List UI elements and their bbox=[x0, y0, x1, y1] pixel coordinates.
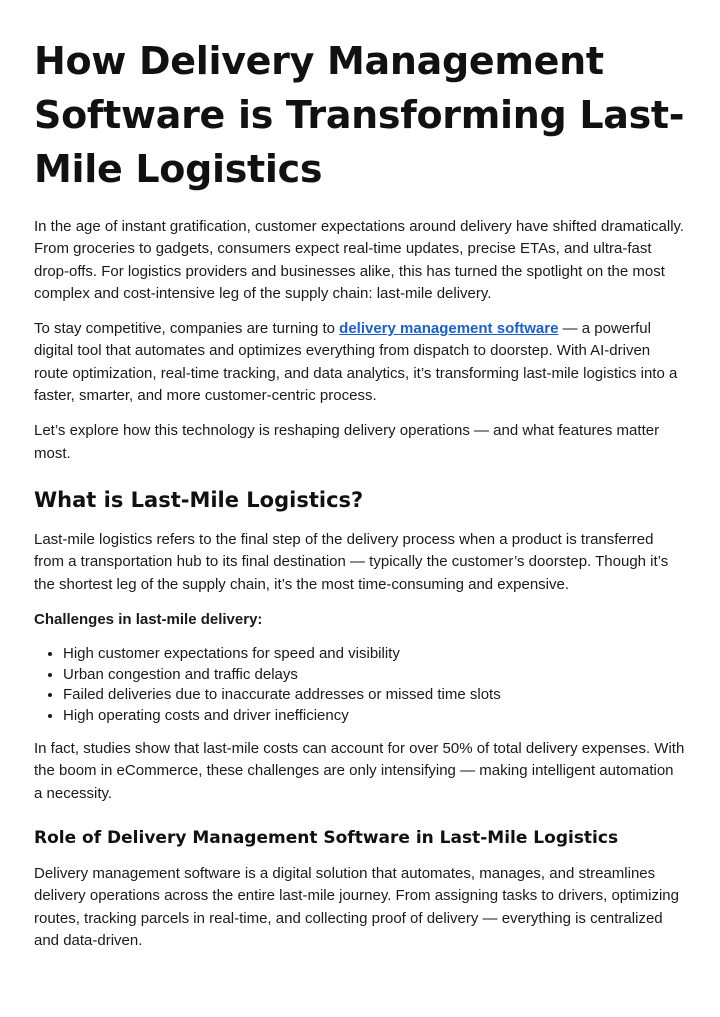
list-item: • High customer expectations for speed and visibility bbox=[63, 644, 686, 665]
list-item: • Urban congestion and traffic delays bbox=[63, 665, 686, 686]
intro-2-after: — a powerful digital tool that automates and optimizes everything from dispatch to doorstep. With AI-driven route optimization, real-time tracking, and data analytics, it’s transforming last-mile logistics into a faster, smarter, and more customer-centric process. bbox=[34, 320, 678, 405]
page-title: How Delivery Management Software is Transforming Last-Mile Logistics bbox=[34, 39, 685, 191]
challenges-list bbox=[34, 644, 686, 726]
intro-paragraph-2 bbox=[34, 318, 686, 407]
challenges-heading: Challenges in last-mile delivery: bbox=[34, 610, 263, 628]
intro-2-before: To stay competitive, companies are turning to bbox=[34, 320, 340, 338]
role-paragraph: Delivery management software is a digital solution that automates, manages, and streamlines delivery operations across the entire last-mile journey. From assigning tasks to drivers, optimizing routes, tracking parcels in real-time, and collecting proof of delivery — everything is centralized and data-driven. bbox=[34, 865, 679, 949]
section-heading-role: Role of Delivery Management Software in Last-Mile Logistics bbox=[34, 828, 619, 849]
list-item: • High operating costs and driver inefficiency bbox=[63, 706, 686, 727]
last-mile-definition: Last-mile logistics refers to the final step of the delivery process when a product is transferred from a transportation hub to its final destination — typically the customer’s doorstep. Though it’s the shortest leg of the supply chain, it’s the most time-consuming and expensive. bbox=[34, 530, 669, 593]
intro-paragraph-1: In the age of instant gratification, customer expectations around delivery have shifted dramatically. From groceries to gadgets, consumers expect real-time updates, precise ETAs, and ultra-fast drop-offs. For logistics providers and businesses alike, this has turned the spotlight on the most complex and cost-intensive leg of the supply chain: last-mile delivery. bbox=[34, 218, 685, 302]
section-heading-last-mile: What is Last-Mile Logistics? bbox=[34, 487, 364, 512]
last-mile-closing: In fact, studies show that last-mile costs can account for over 50% of total delivery expenses. With the boom in eCommerce, these challenges are only intensifying — making intelligent automation a necessity. bbox=[34, 740, 685, 802]
intro-paragraph-3: Let’s explore how this technology is reshaping delivery operations — and what features matter most. bbox=[34, 422, 660, 462]
list-item: • Failed deliveries due to inaccurate addresses or missed time slots bbox=[63, 685, 686, 706]
delivery-management-software-link[interactable]: delivery management software bbox=[339, 320, 559, 338]
